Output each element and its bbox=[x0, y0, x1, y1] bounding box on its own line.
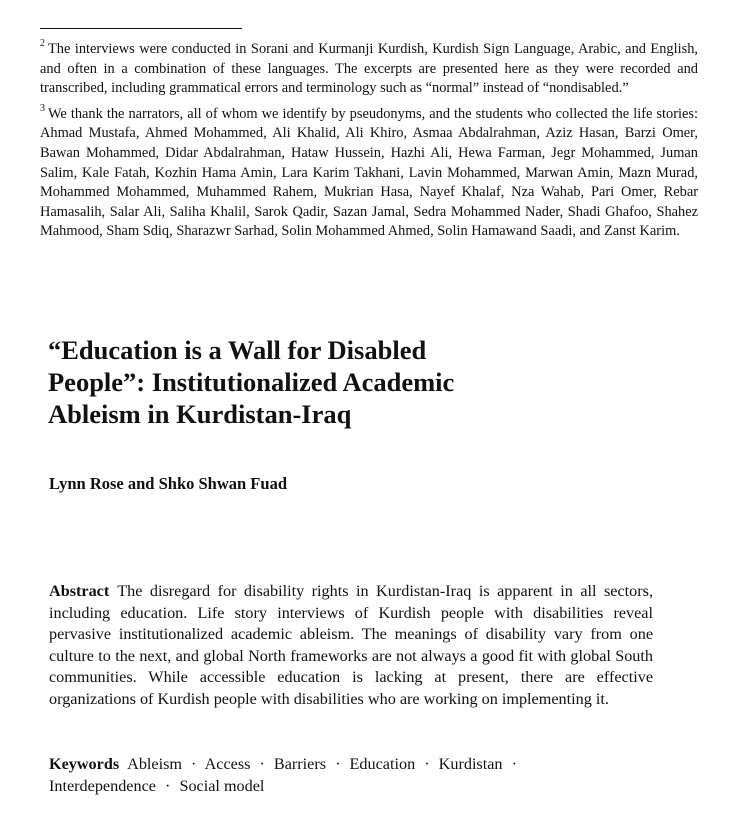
footnote-text: We thank the narrators, all of whom we identify by pseudonyms, and the students who collected the life stories: Ahmad Mustafa, Ahmed Mohammed, Ali Khalid, Ali Khiro, Asmaa Abdalrahman, Aziz Hasan, Barzi Omer, Bawan Mohammed, Didar Abdalrahman, Hataw Hussein, Hazhi Ali, Hewa Farman, Jegr Mohammed, Juman Salim, Kale Fatah, Kozhin Hama Amin, Lara Karim Takhani, Lavin Mohammed, Marwan Amin, Mazn Murad, Mohammed Mohammed, Muhammed Rahem, Mukrian Hasa, Nayef Khalaf, Nza Wahab, Pari Omer, Rebar Hamasalih, Salar Ali, Saliha Khalil, Sarok Qadir, Sazan Jamal, Sedra Mohammed Nader, Shadi Ghafoo, Shahez Mahmood, Sham Sdiq, Sharazwr Sarhad, Solin Mohammed Ahmed, Solin Hamawand Saadi, and Zanst Karim. bbox=[40, 105, 698, 240]
keyword-separator: · bbox=[165, 776, 171, 795]
keyword-separator: · bbox=[424, 755, 430, 773]
keyword-separator: · bbox=[335, 755, 341, 773]
keyword-item: Kurdistan bbox=[438, 755, 503, 773]
keyword-item: Access bbox=[204, 755, 251, 773]
keywords bbox=[49, 754, 569, 797]
footnotes bbox=[40, 40, 698, 242]
abstract bbox=[49, 581, 653, 711]
keyword-separator: · bbox=[191, 755, 197, 773]
chapter-title-line: “Education is a Wall for Disabled bbox=[48, 335, 427, 365]
keyword-item: Barriers bbox=[273, 755, 327, 773]
footnote-text: The interviews were conducted in Sorani and Kurmanji Kurdish, Kurdish Sign Language, Arabic, and English, and often in a combination of these languages. The excerpts are presented here as they were recorded and transcribed, including grammatical errors and terminology such as “normal” instead of “nondisabled.” bbox=[40, 41, 698, 97]
keyword-separator: · bbox=[511, 755, 517, 773]
chapter-title-line: Ableism in Kurdistan-Iraq bbox=[48, 399, 352, 429]
keyword-item: Interdependence bbox=[49, 776, 156, 795]
keywords-list bbox=[49, 755, 522, 795]
keyword-item: Education bbox=[349, 755, 416, 773]
keyword-separator: · bbox=[259, 755, 265, 773]
abstract-label: Abstract bbox=[49, 582, 110, 600]
chapter-authors: Lynn Rose and Shko Shwan Fuad bbox=[49, 474, 287, 493]
footnote-2 bbox=[40, 40, 698, 99]
abstract-text: The disregard for disability rights in Kurdistan-Iraq is apparent in all sectors, including education. Life story interviews of Kurdish people with disabilities reveal pervasive institutionalized academic ableism. The meanings of disability vary from one culture to the next, and global North frameworks are not always a good fit with global South communities. While accessible education is lacking at present, there are effective organizations of Kurdish people with disabilities who are working on implementing it. bbox=[49, 582, 653, 708]
chapter-title bbox=[48, 334, 548, 430]
keyword-item: Ableism bbox=[127, 755, 182, 773]
chapter-title-line: People”: Institutionalized Academic bbox=[48, 367, 455, 397]
footnote-3 bbox=[40, 102, 698, 242]
footnote-number: 2 bbox=[40, 38, 45, 50]
keyword-item: Social model bbox=[179, 776, 265, 795]
footnote-divider bbox=[40, 28, 242, 29]
keywords-label: Keywords bbox=[49, 755, 120, 773]
footnote-number: 3 bbox=[40, 102, 45, 114]
